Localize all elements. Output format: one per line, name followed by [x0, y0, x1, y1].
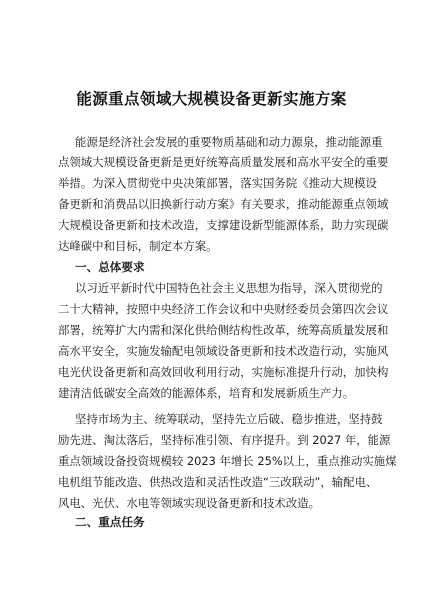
section-heading-text: 二、重点任务 [75, 515, 145, 529]
paragraph-line-text: 电光伏设备更新和高效回收利用行动，实施标准提升行动，加快构 [58, 365, 389, 379]
paragraph-line-text: 高水平安全，实施发输配电领域设备更新和技术改造行动，实施风 [58, 344, 389, 358]
document-title: 能源重点领域大规模设备更新实施方案 [76, 89, 347, 108]
paragraph-line-text: 电机组节能改造、供热改造和灵活性改造“三改联动”，输配电、 [58, 475, 378, 489]
paragraph-line-text: 重点领域设备投资规模较 2023 年增长 25%以上，重点推动实施煤 [58, 454, 397, 468]
intro-line-text: 备更新和消费品以旧换新行动方案》有关要求，推动能源重点领域 [58, 197, 389, 211]
paragraph-line-text: 坚持市场为主、统筹联动，坚持先立后破、稳步推进，坚持鼓 [75, 412, 383, 426]
intro-line-text: 能源是经济社会发展的重要物质基础和动力源泉，推动能源重 [75, 135, 383, 149]
intro-line-text: 举措。为深入贯彻党中央决策部署，落实国务院《推动大规模设 [58, 176, 377, 190]
paragraph-line-text: 建清洁低碳安全高效的能源体系，培育和发展新质生产力。 [58, 386, 355, 400]
paragraph-line-text: 励先进、淘汰落后，坚持标准引领、有序提升。到 2027 年，能源 [58, 433, 391, 447]
intro-line-text: 点领域大规模设备更新是更好统筹高质量发展和高水平安全的重要 [58, 155, 389, 169]
intro-line-text: 达峰碳中和目标，制定本方案。 [58, 239, 218, 253]
paragraph-line-text: 以习近平新时代中国特色社会主义思想为指导，深入贯彻党的 [75, 281, 383, 295]
paragraph-line-text: 风电、光伏、水电等领域实现设备更新和技术改造。 [58, 496, 320, 510]
section-heading-text: 一、总体要求 [75, 260, 145, 274]
paragraph-line-text: 部署，统筹扩大内需和深化供给侧结构性改革，统筹高质量发展和 [58, 323, 389, 337]
intro-line-text: 大规模设备更新和技术改造，支撑建设新型能源体系，助力实现碳 [58, 218, 389, 232]
paragraph-line-text: 二十大精神，按照中央经济工作会议和中央财经委员会第四次会议 [58, 302, 389, 316]
